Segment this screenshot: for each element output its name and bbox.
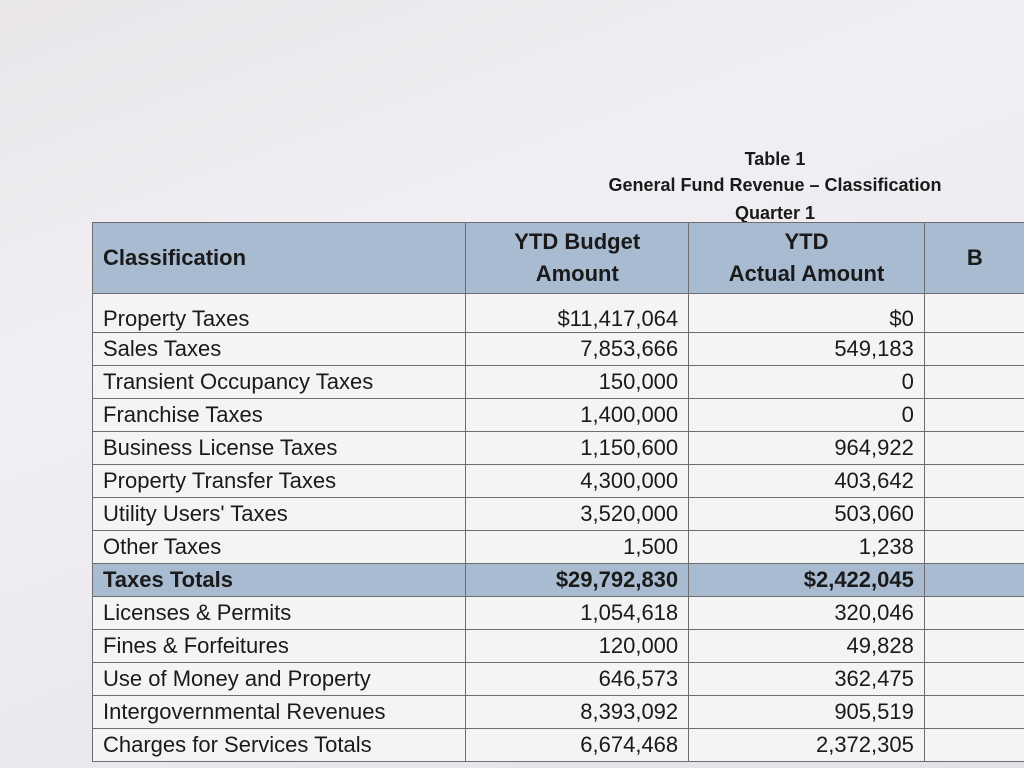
row-label: Franchise Taxes [93, 399, 466, 432]
row-label: Licenses & Permits [93, 597, 466, 630]
row-actual: 905,519 [689, 696, 925, 729]
row-next-column [924, 663, 1024, 696]
row-label: Charges for Services Totals [93, 729, 466, 762]
row-next-column [924, 696, 1024, 729]
row-actual: 549,183 [689, 333, 925, 366]
table-row [93, 696, 1024, 729]
row-budget: 1,150,600 [466, 432, 689, 465]
row-actual: 503,060 [689, 498, 925, 531]
row-budget: 1,054,618 [466, 597, 689, 630]
table-row [93, 465, 1024, 498]
header-classification: Classification [93, 223, 466, 294]
table-period: Quarter 1 [734, 203, 816, 223]
row-actual: 0 [689, 366, 925, 399]
row-next-column [924, 333, 1024, 366]
row-label: Taxes Totals [93, 564, 466, 597]
row-actual: 2,372,305 [689, 729, 925, 762]
header-ytd-actual [689, 223, 925, 294]
row-next-column [924, 597, 1024, 630]
table-row [93, 531, 1024, 564]
row-actual: 0 [689, 399, 925, 432]
row-actual: 362,475 [689, 663, 925, 696]
table-row [93, 597, 1024, 630]
row-actual: 403,642 [689, 465, 925, 498]
row-label: Use of Money and Property [93, 663, 466, 696]
row-label: Sales Taxes [93, 333, 466, 366]
row-label: Property Taxes [93, 294, 466, 333]
row-budget: $29,792,830 [466, 564, 689, 597]
row-budget: 8,393,092 [466, 696, 689, 729]
row-actual: 1,238 [689, 531, 925, 564]
table-row [93, 729, 1024, 762]
row-label: Fines & Forfeitures [93, 630, 466, 663]
row-actual: $0 [689, 294, 925, 333]
row-next-column [924, 432, 1024, 465]
header-row [93, 223, 1024, 294]
header-ytd-budget-line1: YTD Budget [514, 229, 641, 254]
row-budget: 1,500 [466, 531, 689, 564]
row-next-column [924, 531, 1024, 564]
revenue-table [92, 222, 1024, 762]
row-label: Property Transfer Taxes [93, 465, 466, 498]
row-label: Other Taxes [93, 531, 466, 564]
row-budget: 7,853,666 [466, 333, 689, 366]
row-actual: $2,422,045 [689, 564, 925, 597]
row-budget: 646,573 [466, 663, 689, 696]
row-label: Utility Users' Taxes [93, 498, 466, 531]
table-row [93, 399, 1024, 432]
row-label: Transient Occupancy Taxes [93, 366, 466, 399]
row-budget: $11,417,064 [466, 294, 689, 333]
header-ytd-actual-line1: YTD [784, 229, 829, 254]
row-budget: 120,000 [466, 630, 689, 663]
table-row [93, 498, 1024, 531]
table-row [93, 432, 1024, 465]
row-budget: 3,520,000 [466, 498, 689, 531]
header-ytd-actual-line2: Actual Amount [728, 261, 885, 286]
header-ytd-budget-line2: Amount [535, 261, 619, 286]
row-next-column [924, 498, 1024, 531]
row-next-column [924, 630, 1024, 663]
row-next-column [924, 294, 1024, 333]
total-row [93, 564, 1024, 597]
row-budget: 6,674,468 [466, 729, 689, 762]
row-next-column [924, 564, 1024, 597]
row-actual: 320,046 [689, 597, 925, 630]
table-row [93, 294, 1024, 333]
header-ytd-budget [466, 223, 689, 294]
row-actual: 964,922 [689, 432, 925, 465]
row-budget: 4,300,000 [466, 465, 689, 498]
row-next-column [924, 465, 1024, 498]
row-next-column [924, 366, 1024, 399]
row-actual: 49,828 [689, 630, 925, 663]
table-row [93, 630, 1024, 663]
row-label: Intergovernmental Revenues [93, 696, 466, 729]
row-label: Business License Taxes [93, 432, 466, 465]
row-budget: 1,400,000 [466, 399, 689, 432]
row-budget: 150,000 [466, 366, 689, 399]
table-row [93, 333, 1024, 366]
row-next-column [924, 729, 1024, 762]
header-next-column-partial: B [966, 245, 983, 270]
table-row [93, 366, 1024, 399]
table-title: General Fund Revenue – Classification [608, 175, 942, 195]
row-next-column [924, 399, 1024, 432]
table-row [93, 663, 1024, 696]
table-number: Table 1 [744, 149, 806, 169]
header-next-column [924, 223, 1024, 294]
